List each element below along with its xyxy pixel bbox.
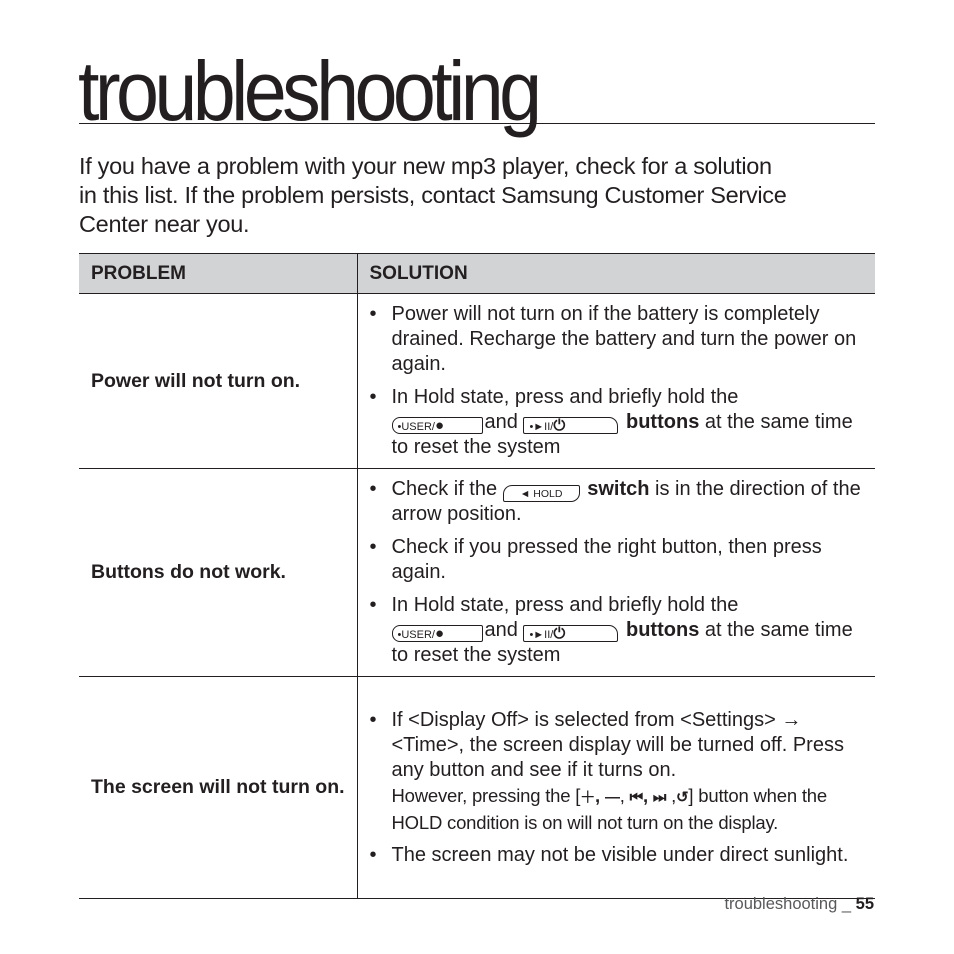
user-record-button-icon: •USER/● [392,625,483,642]
play-pause-power-button-icon: •►II/⏻ [523,625,618,642]
solution-item: • If <Display Off> is selected from <Settings> → <Time>, the screen display will be turned off. Press any button and see if it turns on. However, pressing the [＋, —, ⏮, ⏭ ,↺] button when the HOLD condition is on will not turn on the display. [370,708,868,835]
problem-cell: The screen will not turn on. [79,677,357,899]
power-icon: ⏻ [553,625,566,642]
intro-paragraph [79,152,879,239]
hold-switch-icon: ◄ HOLD [503,485,580,502]
table-row [79,294,875,469]
page-number: 55 [855,895,874,913]
record-icon: ● [434,417,445,434]
power-icon: ⏻ [553,417,566,434]
intro-line-3: Center near you. [79,211,250,237]
back-icon: ↺ [676,788,689,806]
plus-icon: ＋ [580,788,596,806]
title-rule [79,123,875,124]
solution-item: • In Hold state, press and briefly hold the •USER/● and •►II/⏻ buttons at the same time to reset the system [369,386,853,458]
intro-line-2: in this list. If the problem persists, contact Samsung Customer Service [79,182,787,208]
solution-item: • Check if you pressed the right button, then press again. [369,536,822,583]
page-title: troubleshooting [78,44,538,138]
minus-icon: — [604,788,620,806]
page-footer [724,895,874,914]
hold-note: However, pressing the [＋, —, ⏮, ⏭ ,↺] button when the HOLD condition is on will not turn on the display. [391,784,827,833]
header-problem: PROBLEM [79,254,357,294]
record-icon: ● [434,625,445,642]
solution-cell [357,294,875,469]
intro-line-1: If you have a problem with your new mp3 player, check for a solution [79,153,772,179]
header-solution: SOLUTION [357,254,875,294]
solution-cell [357,677,875,899]
solution-item: • Power will not turn on if the battery is completely drained. Recharge the battery and turn the power on again. [369,303,857,375]
solution-item: • The screen may not be visible under direct sunlight. [369,843,849,866]
troubleshooting-table [79,253,875,899]
problem-cell: Buttons do not work. [79,469,357,677]
table-row [79,677,875,899]
table-header-row [79,254,875,294]
solution-cell [357,469,875,677]
next-icon: ⏭ [652,788,667,806]
footer-label: troubleshooting _ [724,895,856,913]
table-row [79,469,875,677]
play-pause-power-button-icon: •►II/⏻ [523,417,618,434]
solution-item: • Check if the ◄ HOLD switch is in the direction of the arrow position. [369,478,861,525]
solution-item: • In Hold state, press and briefly hold the •USER/● and •►II/⏻ buttons at the same time to reset the system [369,594,853,666]
user-record-button-icon: •USER/● [392,417,483,434]
previous-icon: ⏮ [629,788,643,806]
problem-cell: Power will not turn on. [79,294,357,469]
